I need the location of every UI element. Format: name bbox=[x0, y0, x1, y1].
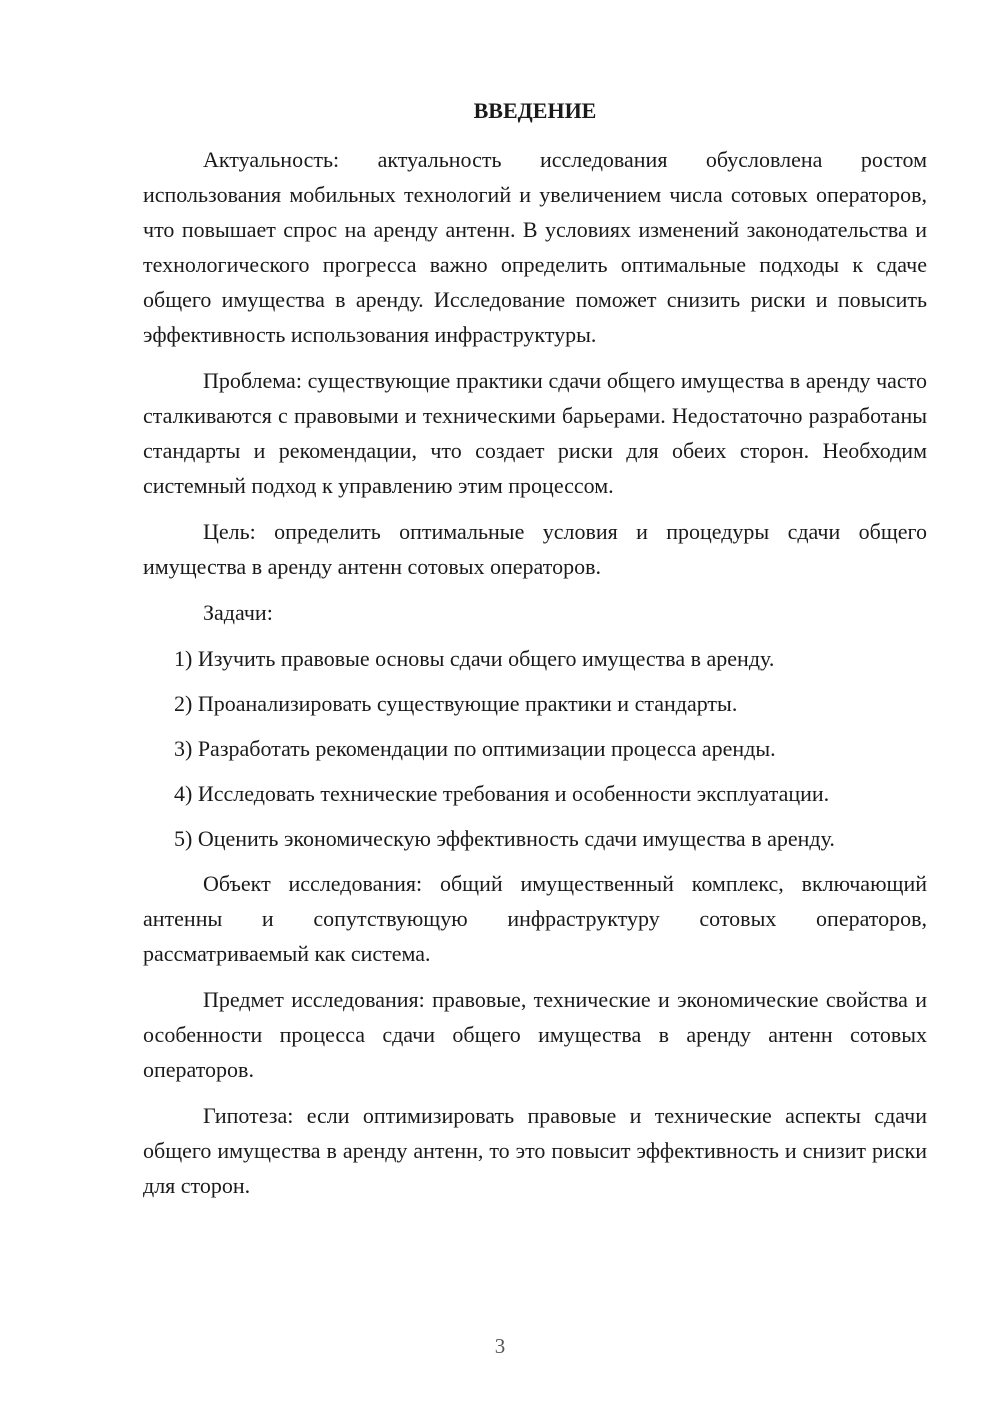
task-item: 3) Разработать рекомендации по оптимизации процесса аренды. bbox=[174, 736, 776, 761]
task-item: 4) Исследовать технические требования и особенности эксплуатации. bbox=[174, 781, 830, 806]
hypothesis-paragraph: Гипотеза: если оптимизировать правовые и технические аспекты сдачи общего имущества в аренду антенн, то это повысит эффективность и снизит риски для сторон. bbox=[143, 1103, 927, 1198]
task-item: 5) Оценить экономическую эффективность сдачи имущества в аренду. bbox=[174, 826, 835, 851]
section-title: ВВЕДЕНИЕ bbox=[473, 98, 597, 123]
goal-paragraph: Цель: определить оптимальные условия и процедуры сдачи общего имущества в аренду антенн сотовых операторов. bbox=[143, 519, 927, 579]
page-number: 3 bbox=[494, 1334, 506, 1358]
relevance-paragraph: Актуальность: актуальность исследования обусловлена ростом использования мобильных технологий и увеличением числа сотовых операторов, что повышает спрос на аренду антенн. В условиях изменений законодательства и технологического прогресса важно определить оптимальные подходы к сдаче общего имущества в аренду. Исследование поможет снизить риски и повысить эффективность использования инфраструктуры. bbox=[143, 147, 927, 347]
document-page bbox=[143, 93, 927, 1214]
object-paragraph: Объект исследования: общий имущественный комплекс, включающий антенны и сопутствующую инфраструктуру сотовых операторов, рассматриваемый как система. bbox=[143, 871, 927, 966]
problem-paragraph: Проблема: существующие практики сдачи общего имущества в аренду часто сталкиваются с правовыми и техническими барьерами. Недостаточно разработаны стандарты и рекомендации, что создает риски для обеих сторон. Необходим системный подход к управлению этим процессом. bbox=[143, 368, 927, 498]
task-item: 1) Изучить правовые основы сдачи общего имущества в аренду. bbox=[174, 646, 775, 671]
task-list bbox=[143, 641, 927, 856]
subject-paragraph: Предмет исследования: правовые, технические и экономические свойства и особенности процесса сдачи общего имущества в аренду антенн сотовых операторов. bbox=[143, 987, 927, 1082]
task-item: 2) Проанализировать существующие практики и стандарты. bbox=[174, 691, 738, 716]
tasks-label: Задачи: bbox=[203, 600, 273, 625]
